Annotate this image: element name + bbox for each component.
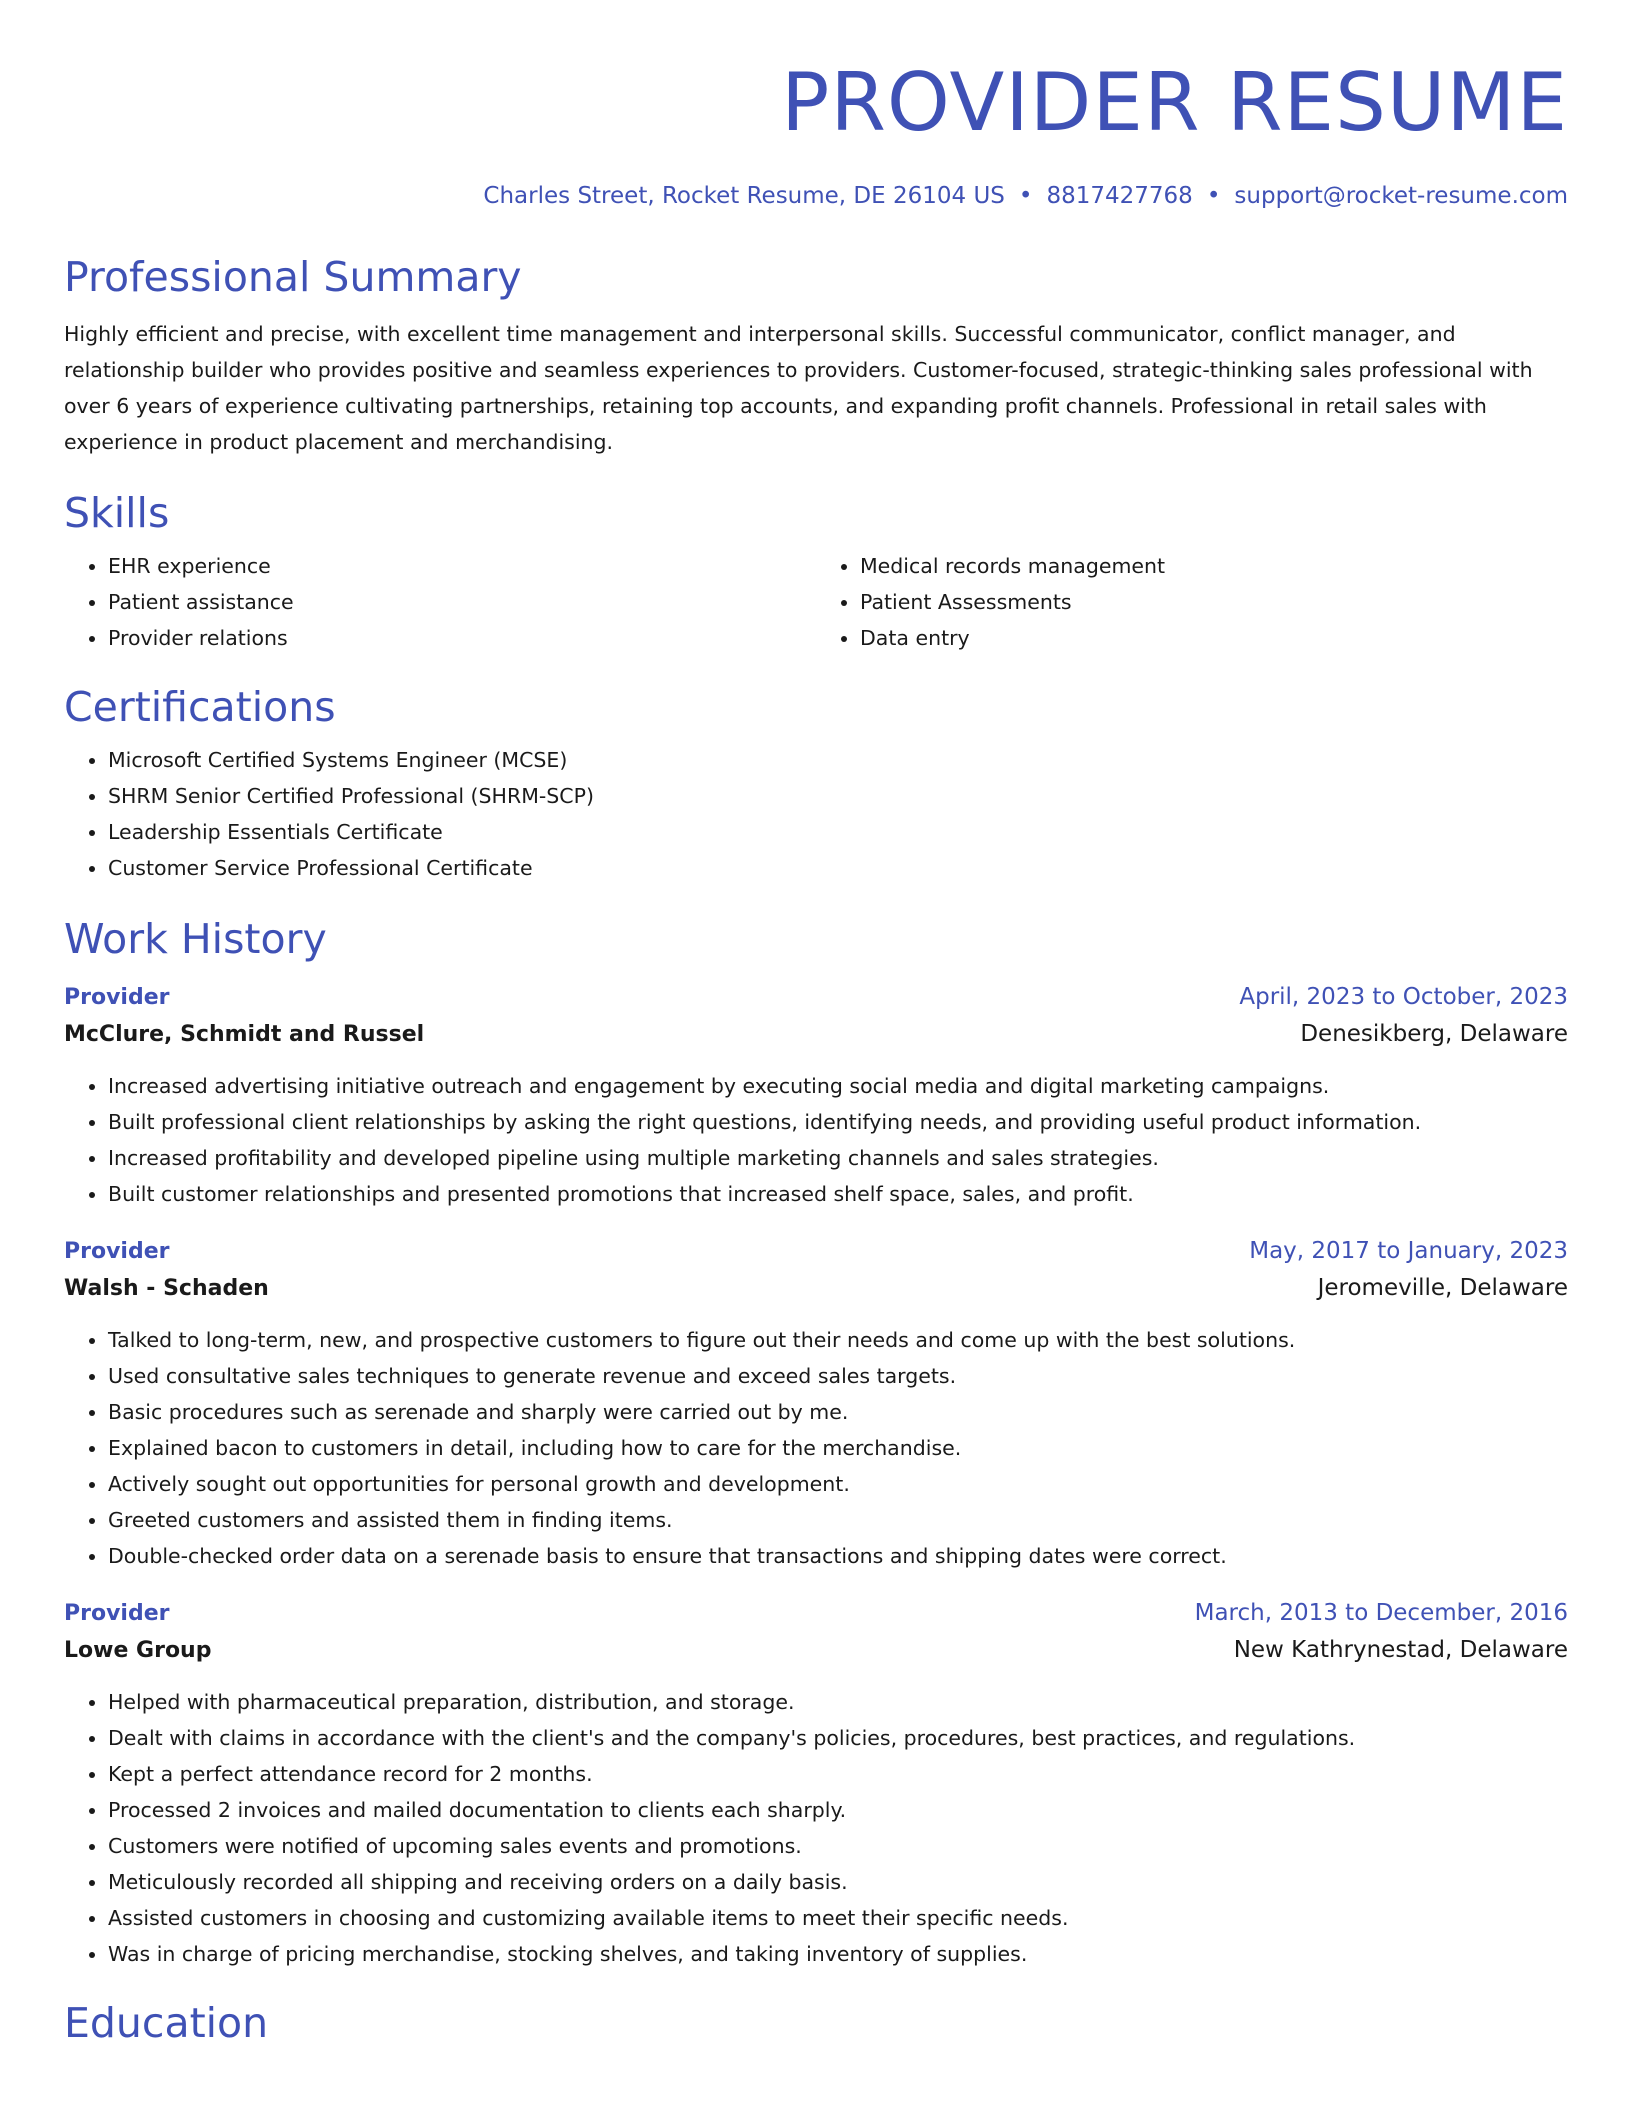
job-bullet: • Built professional client relationships by asking the right questions, identifying needs, and providing useful product information. — [108, 1104, 1568, 1140]
skills-heading: Skills — [64, 489, 170, 537]
summary-section — [64, 252, 1568, 460]
work-history-section — [64, 914, 1568, 1972]
education-section — [64, 1998, 1568, 2048]
skills-section — [64, 488, 1568, 656]
job-entry — [64, 1234, 1568, 1574]
job-bullet: • Kept a perfect attendance record for 2 months. — [108, 1756, 1568, 1792]
job-bullet: • Customers were notified of upcoming sales events and promotions. — [108, 1828, 1568, 1864]
skills-list-right — [816, 548, 1568, 656]
job-entry — [64, 1596, 1568, 1972]
job-location: Denesikberg, Delaware — [1300, 1021, 1568, 1047]
job-dates: April, 2023 to October, 2023 — [1239, 984, 1568, 1010]
summary-text: Highly efficient and precise, with excellent time management and interpersonal skills. Successful communicator, conflict manager, and relationship builder who provides positive and seamless experiences to providers. Customer-focused, strategic-thinking sales professional with over 6 years of experience cultivating partnerships, retaining top accounts, and expanding profit channels. Professional in retail sales with experience in product placement and merchandising. — [64, 322, 1533, 454]
contact-email: support@rocket-resume.com — [1234, 183, 1568, 209]
contact-line — [64, 182, 1568, 210]
job-bullet: • Basic procedures such as serenade and sharply were carried out by me. — [108, 1394, 1568, 1430]
contact-separator: • — [1018, 183, 1033, 209]
job-bullet: • Increased profitability and developed pipeline using multiple marketing channels and sales strategies. — [108, 1140, 1568, 1176]
job-bullet: • Talked to long-term, new, and prospective customers to figure out their needs and come up with the best solutions. — [108, 1322, 1568, 1358]
education-heading: Education — [64, 1999, 269, 2047]
contact-separator: • — [1206, 183, 1221, 209]
certifications-list — [64, 742, 1568, 886]
job-dates: March, 2013 to December, 2016 — [1194, 1600, 1568, 1626]
work-history-heading: Work History — [64, 915, 327, 963]
certification-item: • Microsoft Certified Systems Engineer (MCSE) — [108, 742, 1568, 778]
certification-item: • Leadership Essentials Certificate — [108, 814, 1568, 850]
job-bullet: • Processed 2 invoices and mailed documentation to clients each sharply. — [108, 1792, 1568, 1828]
job-bullet: • Dealt with claims in accordance with the client's and the company's policies, procedures, best practices, and regulations. — [108, 1720, 1568, 1756]
job-bullets — [64, 1684, 1568, 1972]
job-bullet: • Was in charge of pricing merchandise, stocking shelves, and taking inventory of supplies. — [108, 1936, 1568, 1972]
certifications-heading: Certifications — [64, 683, 336, 731]
skill-item: • Patient Assessments — [860, 584, 1568, 620]
job-company: Walsh - Schaden — [64, 1276, 269, 1301]
certifications-section — [64, 682, 1568, 886]
job-bullet: • Double-checked order data on a serenade basis to ensure that transactions and shipping dates were correct. — [108, 1538, 1568, 1574]
job-bullet: • Helped with pharmaceutical preparation, distribution, and storage. — [108, 1684, 1568, 1720]
job-company: Lowe Group — [64, 1638, 212, 1663]
skill-item: • Provider relations — [108, 620, 816, 656]
job-bullet: • Built customer relationships and presented promotions that increased shelf space, sales, and profit. — [108, 1176, 1568, 1212]
certification-item: • Customer Service Professional Certificate — [108, 850, 1568, 886]
certification-item: • SHRM Senior Certified Professional (SHRM-SCP) — [108, 778, 1568, 814]
summary-heading: Professional Summary — [64, 253, 522, 301]
job-bullet: • Meticulously recorded all shipping and receiving orders on a daily basis. — [108, 1864, 1568, 1900]
job-bullet: • Greeted customers and assisted them in finding items. — [108, 1502, 1568, 1538]
job-role: Provider — [64, 985, 170, 1010]
skills-list-left — [64, 548, 816, 656]
job-bullet: • Increased advertising initiative outreach and engagement by executing social media and digital marketing campaigns. — [108, 1068, 1568, 1104]
job-bullets — [64, 1322, 1568, 1574]
job-bullet: • Assisted customers in choosing and customizing available items to meet their specific needs. — [108, 1900, 1568, 1936]
job-bullet: • Used consultative sales techniques to generate revenue and exceed sales targets. — [108, 1358, 1568, 1394]
job-entry — [64, 980, 1568, 1212]
job-location: Jeromeville, Delaware — [1317, 1275, 1568, 1301]
job-bullets — [64, 1068, 1568, 1212]
job-company: McClure, Schmidt and Russel — [64, 1022, 425, 1047]
job-bullet: • Actively sought out opportunities for personal growth and development. — [108, 1466, 1568, 1502]
contact-address: Charles Street, Rocket Resume, DE 26104 US — [483, 183, 1005, 209]
contact-phone: 8817427768 — [1046, 183, 1193, 209]
skill-item: • Patient assistance — [108, 584, 816, 620]
resume-title: PROVIDER RESUME — [781, 56, 1568, 149]
skill-item: • Medical records management — [860, 548, 1568, 584]
skill-item: • EHR experience — [108, 548, 816, 584]
skills-grid — [64, 548, 1568, 656]
job-role: Provider — [64, 1239, 170, 1264]
job-role: Provider — [64, 1601, 170, 1626]
job-bullet: • Explained bacon to customers in detail, including how to care for the merchandise. — [108, 1430, 1568, 1466]
skill-item: • Data entry — [860, 620, 1568, 656]
job-dates: May, 2017 to January, 2023 — [1249, 1238, 1568, 1264]
job-location: New Kathrynestad, Delaware — [1233, 1637, 1568, 1663]
